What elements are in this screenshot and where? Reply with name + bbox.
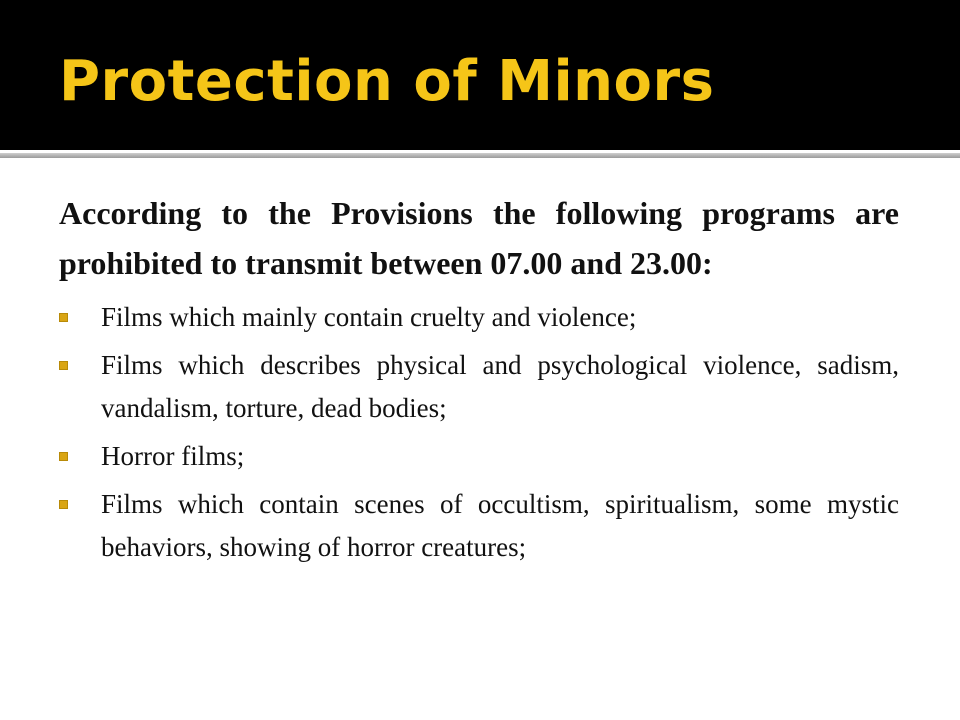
title-bar: [0, 0, 960, 150]
square-bullet-icon: [59, 313, 68, 322]
title-divider: [0, 153, 960, 158]
bullet-text: Films which contain scenes of occultism, spiritualism, some mystic behaviors, showing of horror creatures;: [101, 489, 899, 562]
list-item: [59, 344, 899, 430]
bullet-list: [59, 296, 899, 569]
intro-paragraph: According to the Provisions the following programs are prohibited to transmit between 07.00 and 23.00:: [59, 195, 899, 281]
list-item: [59, 483, 899, 569]
square-bullet-icon: [59, 500, 68, 509]
bullet-text: Horror films;: [101, 441, 245, 471]
bullet-text: Films which describes physical and psychological violence, sadism, vandalism, torture, dead bodies;: [101, 350, 899, 423]
bullet-text: Films which mainly contain cruelty and violence;: [101, 302, 637, 332]
square-bullet-icon: [59, 452, 68, 461]
list-item: [59, 296, 899, 339]
slide-body: [59, 188, 899, 574]
square-bullet-icon: [59, 361, 68, 370]
list-item: [59, 435, 899, 478]
slide-title: Protection of Minors: [59, 49, 715, 114]
